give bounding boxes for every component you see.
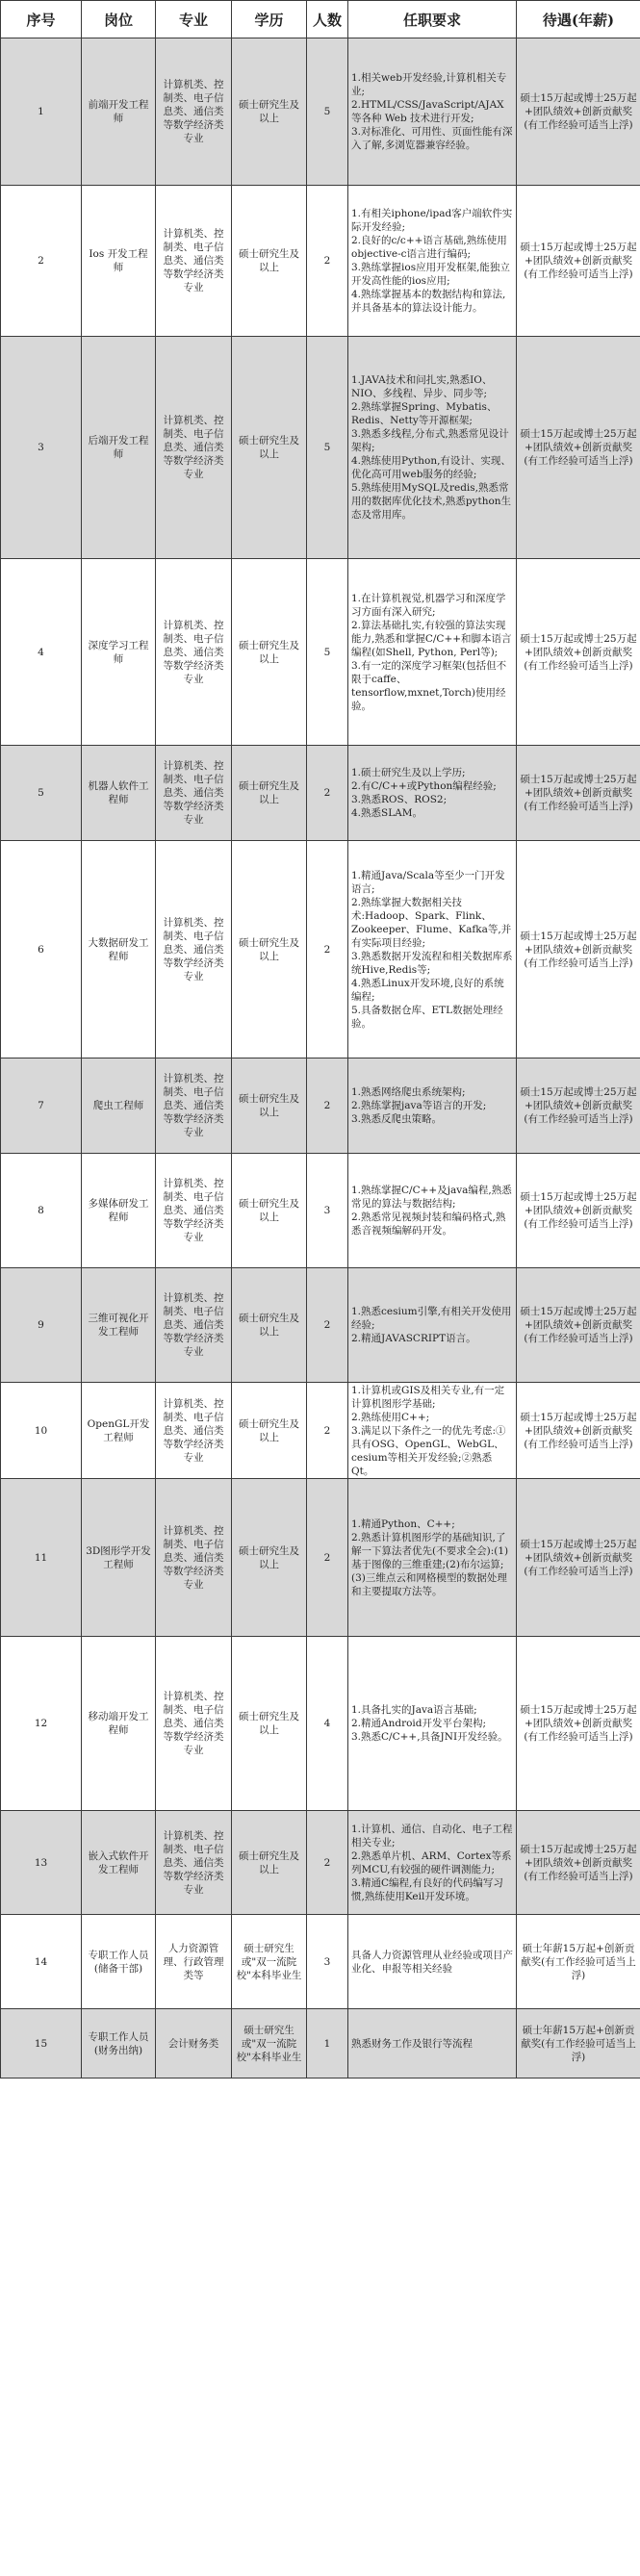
requirement-line: 5.熟练使用MySQL及redis,熟悉常用的数据库优化技术,熟悉python生态及常用库。 — [351, 482, 512, 521]
cell-salary: 硕士年薪15万起+创新贡献奖(有工作经验可适当上浮) — [517, 1915, 640, 2009]
cell-no: 7 — [1, 1058, 82, 1154]
cell-requirements — [348, 337, 517, 559]
requirement-line: 3.精通C编程,有良好的代码编写习惯,熟练使用Keil开发环境。 — [351, 1876, 503, 1902]
cell-requirements — [348, 186, 517, 337]
cell-salary: 硕士15万起或博士25万起+团队绩效+创新贡献奖(有工作经验可适当上浮) — [517, 337, 640, 559]
requirement-line: 3.有一定的深度学习框架(包括但不限于caffe、tensorflow,mxnet,Torch)使用经验。 — [351, 659, 507, 712]
cell-education: 硕士研究生或"双一流院校"本科毕业生 — [232, 1915, 307, 2009]
cell-count: 5 — [307, 559, 348, 746]
cell-position: Ios 开发工程师 — [82, 186, 156, 337]
requirement-line: 2.熟悉计算机图形学的基础知识,了解一下算法者优先(不要求全会):(1)基于图像的三维重建;(2)布尔运算;(3)三维点云和网格模型的数据处理和主要提取方法等。 — [351, 1531, 509, 1597]
table-row — [1, 1383, 640, 1479]
cell-count: 2 — [307, 841, 348, 1058]
requirement-line: 3.熟悉数据开发流程和相关数据库系统Hive,Redis等; — [351, 950, 513, 976]
cell-count: 5 — [307, 337, 348, 559]
table-row — [1, 2009, 640, 2079]
cell-position: 后端开发工程师 — [82, 337, 156, 559]
requirement-line: 1.在计算机视觉,机器学习和深度学习方面有深入研究; — [351, 592, 506, 618]
cell-major: 计算机类、控制类、电子信息类、通信类等数学经济类专业 — [156, 1811, 232, 1915]
table-row — [1, 559, 640, 746]
requirement-line: 2.熟练掌握Spring、Mybatis、Redis、Netty等开源框架; — [351, 401, 498, 426]
cell-major: 计算机类、控制类、电子信息类、通信类等数学经济类专业 — [156, 746, 232, 841]
cell-no: 9 — [1, 1268, 82, 1383]
requirement-line: 熟悉财务工作及银行等流程 — [351, 2037, 473, 2050]
cell-requirements — [348, 1154, 517, 1268]
cell-education: 硕士研究生及以上 — [232, 746, 307, 841]
requirement-line: 2.算法基础扎实,有较强的算法实现能力,熟悉和掌握C/C++和脚本语言编程(如Shell, Python, Perl等); — [351, 619, 512, 658]
cell-salary: 硕士15万起或博士25万起+团队绩效+创新贡献奖(有工作经验可适当上浮) — [517, 186, 640, 337]
cell-salary: 硕士15万起或博士25万起+团队绩效+创新贡献奖(有工作经验可适当上浮) — [517, 38, 640, 186]
cell-education: 硕士研究生及以上 — [232, 1637, 307, 1811]
cell-requirements — [348, 2009, 517, 2079]
table-header-row — [1, 1, 640, 38]
requirement-line: 2.良好的c/c++语言基础,熟练使用objective-c语言进行编码; — [351, 235, 507, 260]
cell-position: 专职工作人员(财务出纳) — [82, 2009, 156, 2079]
requirement-line: 3.熟悉多线程,分布式,熟悉常见设计架构; — [351, 428, 509, 453]
cell-position: 多媒体研发工程师 — [82, 1154, 156, 1268]
requirement-line: 2.熟练掌握大数据相关技术:Hadoop、Spark、Flink、Zookeeper、Flume、Kafka等,并有实际项目经验; — [351, 896, 512, 949]
cell-salary: 硕士15万起或博士25万起+团队绩效+创新贡献奖(有工作经验可适当上浮) — [517, 746, 640, 841]
requirement-line: 1.计算机、通信、自动化、电子工程相关专业; — [351, 1823, 513, 1849]
cell-education: 硕士研究生及以上 — [232, 1383, 307, 1479]
cell-position: 爬虫工程师 — [82, 1058, 156, 1154]
header-no: 序号 — [1, 1, 82, 38]
cell-major: 计算机类、控制类、电子信息类、通信类等数学经济类专业 — [156, 1154, 232, 1268]
cell-count: 2 — [307, 1268, 348, 1383]
cell-education: 硕士研究生及以上 — [232, 1268, 307, 1383]
cell-position: OpenGL开发工程师 — [82, 1383, 156, 1479]
cell-education: 硕士研究生及以上 — [232, 559, 307, 746]
table-row — [1, 1915, 640, 2009]
cell-salary: 硕士15万起或博士25万起+团队绩效+创新贡献奖(有工作经验可适当上浮) — [517, 1479, 640, 1637]
table-row — [1, 1637, 640, 1811]
table-row — [1, 1058, 640, 1154]
table-row — [1, 1268, 640, 1383]
cell-salary: 硕士年薪15万起+创新贡献奖(有工作经验可适当上浮) — [517, 2009, 640, 2079]
requirement-line: 1.熟悉网络爬虫系统架构; — [351, 1086, 466, 1098]
cell-count: 2 — [307, 1383, 348, 1479]
table-body — [1, 38, 640, 2079]
cell-education: 硕士研究生及以上 — [232, 38, 307, 186]
header-major: 专业 — [156, 1, 232, 38]
cell-major: 计算机类、控制类、电子信息类、通信类等数学经济类专业 — [156, 186, 232, 337]
cell-requirements — [348, 559, 517, 746]
requirement-line: 1.JAVA技术和问扎实,熟悉IO、NIO、多线程、异步、同步等; — [351, 374, 493, 399]
requirement-line: 1.精通Python、C++; — [351, 1518, 455, 1530]
cell-no: 13 — [1, 1811, 82, 1915]
cell-requirements — [348, 1811, 517, 1915]
cell-requirements — [348, 1479, 517, 1637]
cell-salary: 硕士15万起或博士25万起+团队绩效+创新贡献奖(有工作经验可适当上浮) — [517, 1637, 640, 1811]
cell-position: 专职工作人员(储备干部) — [82, 1915, 156, 2009]
table-row — [1, 337, 640, 559]
cell-no: 8 — [1, 1154, 82, 1268]
cell-salary: 硕士15万起或博士25万起+团队绩效+创新贡献奖(有工作经验可适当上浮) — [517, 1154, 640, 1268]
cell-requirements — [348, 1915, 517, 2009]
requirement-line: 5.具备数据仓库、ETL数据处理经验。 — [351, 1004, 503, 1030]
cell-no: 14 — [1, 1915, 82, 2009]
cell-requirements — [348, 1637, 517, 1811]
cell-salary: 硕士15万起或博士25万起+团队绩效+创新贡献奖(有工作经验可适当上浮) — [517, 559, 640, 746]
cell-major: 计算机类、控制类、电子信息类、通信类等数学经济类专业 — [156, 1058, 232, 1154]
cell-education: 硕士研究生及以上 — [232, 186, 307, 337]
requirement-line: 3.熟练掌握ios应用开发框架,能独立开发高性能的ios应用; — [351, 262, 510, 287]
requirement-line: 4.熟练掌握基本的数据结构和算法,并具备基本的算法设计能力。 — [351, 289, 506, 314]
cell-count: 1 — [307, 2009, 348, 2079]
requirement-line: 1.具备扎实的Java语言基础; — [351, 1704, 477, 1716]
cell-education: 硕士研究生或"双一流院校"本科毕业生 — [232, 2009, 307, 2079]
table-row — [1, 746, 640, 841]
requirement-line: 4.熟悉SLAM。 — [351, 807, 423, 819]
cell-no: 15 — [1, 2009, 82, 2079]
cell-education: 硕士研究生及以上 — [232, 841, 307, 1058]
cell-no: 3 — [1, 337, 82, 559]
cell-no: 1 — [1, 38, 82, 186]
header-position: 岗位 — [82, 1, 156, 38]
requirement-line: 2.精通JAVASCRIPT语言。 — [351, 1333, 476, 1344]
cell-no: 6 — [1, 841, 82, 1058]
requirement-line: 2.精通Android开发平台架构; — [351, 1718, 487, 1729]
table-row — [1, 1154, 640, 1268]
cell-major: 计算机类、控制类、电子信息类、通信类等数学经济类专业 — [156, 841, 232, 1058]
table-row — [1, 1479, 640, 1637]
requirement-line: 2.熟练掌握java等语言的开发; — [351, 1100, 487, 1111]
table-row — [1, 1811, 640, 1915]
cell-no: 5 — [1, 746, 82, 841]
cell-education: 硕士研究生及以上 — [232, 1479, 307, 1637]
cell-requirements — [348, 841, 517, 1058]
requirement-line: 3.满足以下条件之一的优先考虑:①具有OSG、OpenGL、WebGL、cesium等相关开发经验;②熟悉Qt。 — [351, 1424, 506, 1477]
cell-major: 会计财务类 — [156, 2009, 232, 2079]
requirement-line: 3.熟悉反爬虫策略。 — [351, 1113, 443, 1125]
cell-position: 移动端开发工程师 — [82, 1637, 156, 1811]
requirement-line: 2.有C/C++或Python编程经验; — [351, 780, 497, 792]
cell-requirements — [348, 1383, 517, 1479]
header-requirements: 任职要求 — [348, 1, 517, 38]
header-salary: 待遇(年薪) — [517, 1, 640, 38]
table-row — [1, 186, 640, 337]
cell-salary: 硕士15万起或博士25万起+团队绩效+创新贡献奖(有工作经验可适当上浮) — [517, 1268, 640, 1383]
requirement-line: 2.熟悉单片机、ARM、Cortex等系列MCU,有较强的硬件调测能力; — [351, 1849, 512, 1875]
requirement-line: 1.计算机或GIS及相关专业,有一定计算机图形学基础; — [351, 1384, 505, 1410]
header-count: 人数 — [307, 1, 348, 38]
table-row — [1, 38, 640, 186]
cell-education: 硕士研究生及以上 — [232, 1811, 307, 1915]
cell-no: 11 — [1, 1479, 82, 1637]
cell-count: 2 — [307, 186, 348, 337]
cell-count: 5 — [307, 38, 348, 186]
requirement-line: 3.熟悉C/C++,具备JNI开发经验。 — [351, 1731, 508, 1743]
cell-major: 人力资源管理、行政管理类等 — [156, 1915, 232, 2009]
cell-no: 2 — [1, 186, 82, 337]
cell-no: 12 — [1, 1637, 82, 1811]
requirement-line: 1.有相关iphone/ipad客户端软件实际开发经验; — [351, 208, 513, 233]
requirement-line: 1.精通Java/Scala等至少一门开发语言; — [351, 869, 505, 895]
cell-requirements — [348, 1268, 517, 1383]
cell-no: 4 — [1, 559, 82, 746]
requirement-line: 3.熟悉ROS、ROS2; — [351, 794, 448, 805]
cell-count: 3 — [307, 1154, 348, 1268]
header-education: 学历 — [232, 1, 307, 38]
requirement-line: 4.熟悉Linux开发环境,良好的系统编程; — [351, 977, 504, 1003]
cell-major: 计算机类、控制类、电子信息类、通信类等数学经济类专业 — [156, 1637, 232, 1811]
cell-requirements — [348, 38, 517, 186]
cell-major: 计算机类、控制类、电子信息类、通信类等数学经济类专业 — [156, 1479, 232, 1637]
requirement-line: 2.熟练使用C++; — [351, 1411, 430, 1423]
cell-requirements — [348, 1058, 517, 1154]
cell-position: 大数据研发工程师 — [82, 841, 156, 1058]
cell-major: 计算机类、控制类、电子信息类、通信类等数学经济类专业 — [156, 1268, 232, 1383]
requirement-line: 3.对标准化、可用性、页面性能有深入了解,多浏览器兼容经验。 — [351, 126, 513, 151]
table-row — [1, 841, 640, 1058]
cell-count: 4 — [307, 1637, 348, 1811]
cell-position: 前端开发工程师 — [82, 38, 156, 186]
cell-major: 计算机类、控制类、电子信息类、通信类等数学经济类专业 — [156, 38, 232, 186]
cell-education: 硕士研究生及以上 — [232, 1154, 307, 1268]
cell-count: 3 — [307, 1915, 348, 2009]
cell-salary: 硕士15万起或博士25万起+团队绩效+创新贡献奖(有工作经验可适当上浮) — [517, 1383, 640, 1479]
cell-no: 10 — [1, 1383, 82, 1479]
requirement-line: 2.HTML/CSS/JavaScript/AJAX 等各种 Web 技术进行开发; — [351, 99, 504, 124]
requirement-line: 具备人力资源管理从业经验或项目产业化、申报等相关经验 — [351, 1949, 513, 1975]
cell-salary: 硕士15万起或博士25万起+团队绩效+创新贡献奖(有工作经验可适当上浮) — [517, 1058, 640, 1154]
requirement-line: 1.硕士研究生及以上学历; — [351, 767, 466, 778]
cell-education: 硕士研究生及以上 — [232, 1058, 307, 1154]
requirement-line: 4.熟练使用Python,有设计、实现、优化高可用web服务的经验; — [351, 455, 511, 480]
cell-position: 3D图形学开发工程师 — [82, 1479, 156, 1637]
cell-education: 硕士研究生及以上 — [232, 337, 307, 559]
cell-position: 三维可视化开发工程师 — [82, 1268, 156, 1383]
cell-salary: 硕士15万起或博士25万起+团队绩效+创新贡献奖(有工作经验可适当上浮) — [517, 841, 640, 1058]
cell-major: 计算机类、控制类、电子信息类、通信类等数学经济类专业 — [156, 1383, 232, 1479]
cell-position: 机器人软件工程师 — [82, 746, 156, 841]
cell-salary: 硕士15万起或博士25万起+团队绩效+创新贡献奖(有工作经验可适当上浮) — [517, 1811, 640, 1915]
requirement-line: 1.熟练掌握C/C++及java编程,熟悉常见的算法与数据结构; — [351, 1185, 512, 1210]
requirement-line: 1.相关web开发经验,计算机相关专业; — [351, 72, 507, 97]
cell-count: 2 — [307, 1479, 348, 1637]
requirement-line: 1.熟悉cesium引擎,有相关开发使用经验; — [351, 1306, 512, 1331]
requirement-line: 2.熟悉常见视频封装和编码格式,熟悉音视频编解码开发。 — [351, 1211, 506, 1237]
cell-major: 计算机类、控制类、电子信息类、通信类等数学经济类专业 — [156, 337, 232, 559]
cell-requirements — [348, 746, 517, 841]
cell-position: 嵌入式软件开发工程师 — [82, 1811, 156, 1915]
cell-position: 深度学习工程师 — [82, 559, 156, 746]
cell-count: 2 — [307, 746, 348, 841]
cell-major: 计算机类、控制类、电子信息类、通信类等数学经济类专业 — [156, 559, 232, 746]
cell-count: 2 — [307, 1058, 348, 1154]
cell-count: 2 — [307, 1811, 348, 1915]
